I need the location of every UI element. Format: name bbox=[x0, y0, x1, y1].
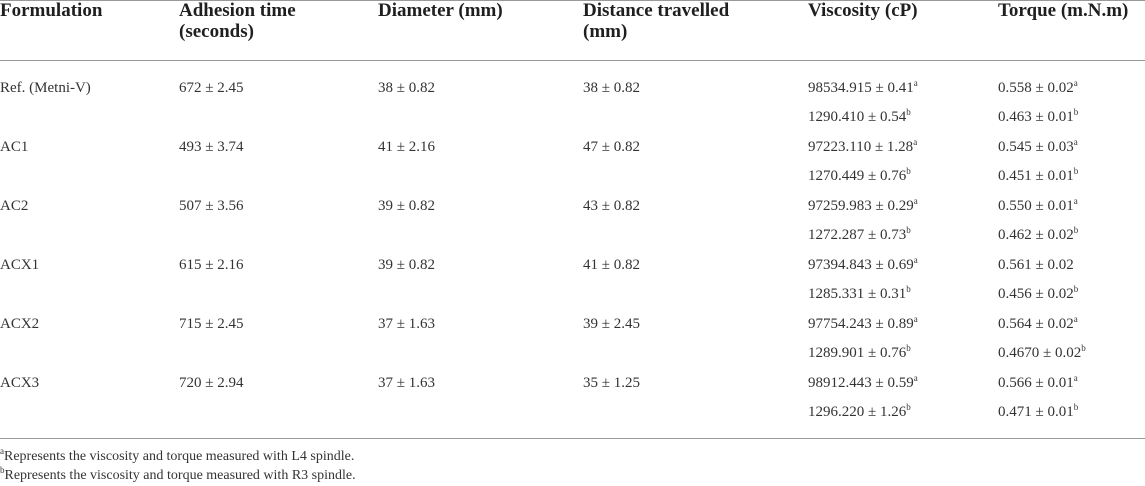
cell-viscosity: 98912.443 ± 0.59$^a$ bbox=[808, 373, 918, 391]
cell-distance-travelled: 41 ± 0.82 bbox=[583, 257, 640, 273]
cell-torque: 0.456 ± 0.02$^b$ bbox=[998, 284, 1079, 302]
cell-torque: 0.561 ± 0.02 bbox=[998, 257, 1074, 273]
cell-torque: 0.451 ± 0.01$^b$ bbox=[998, 166, 1079, 184]
cell-torque: 0.471 ± 0.01$^b$ bbox=[998, 402, 1079, 420]
cell-viscosity: 1296.220 ± 1.26$^b$ bbox=[808, 402, 911, 420]
cell-viscosity: 1289.901 ± 0.76$^b$ bbox=[808, 343, 911, 361]
cell-formulation: ACX1 bbox=[0, 257, 40, 273]
header-viscosity: Viscosity (cP) bbox=[808, 0, 918, 21]
cell-adhesion-time: 672 ± 2.45 bbox=[179, 80, 244, 96]
cell-torque: 0.558 ± 0.02$^a$ bbox=[998, 78, 1078, 96]
table-top-rule bbox=[0, 0, 1145, 1]
cell-distance-travelled: 47 ± 0.82 bbox=[583, 139, 640, 155]
cell-distance-travelled: 35 ± 1.25 bbox=[583, 375, 640, 391]
cell-viscosity: 97754.243 ± 0.89$^a$ bbox=[808, 314, 918, 332]
cell-formulation: Ref. (Metni-V) bbox=[0, 80, 91, 96]
table-bottom-rule bbox=[0, 438, 1145, 439]
footnote-b: $^b$Represents the viscosity and torque measured with R3 spindle. bbox=[0, 465, 356, 483]
cell-viscosity: 97394.843 ± 0.69$^a$ bbox=[808, 255, 918, 273]
footnote-a: $^a$Represents the viscosity and torque measured with L4 spindle. bbox=[0, 446, 355, 464]
cell-adhesion-time: 615 ± 2.16 bbox=[179, 257, 244, 273]
cell-torque: 0.550 ± 0.01$^a$ bbox=[998, 196, 1078, 214]
cell-adhesion-time: 720 ± 2.94 bbox=[179, 375, 244, 391]
cell-diameter: 37 ± 1.63 bbox=[378, 316, 435, 332]
cell-torque: 0.545 ± 0.03$^a$ bbox=[998, 137, 1078, 155]
cell-torque: 0.566 ± 0.01$^a$ bbox=[998, 373, 1078, 391]
cell-distance-travelled: 43 ± 0.82 bbox=[583, 198, 640, 214]
header-adhesion-time: Adhesion time (seconds) bbox=[179, 0, 296, 42]
cell-distance-travelled: 38 ± 0.82 bbox=[583, 80, 640, 96]
cell-diameter: 37 ± 1.63 bbox=[378, 375, 435, 391]
cell-torque: 0.564 ± 0.02$^a$ bbox=[998, 314, 1078, 332]
cell-adhesion-time: 507 ± 3.56 bbox=[179, 198, 244, 214]
cell-formulation: AC2 bbox=[0, 198, 29, 214]
cell-diameter: 41 ± 2.16 bbox=[378, 139, 435, 155]
cell-viscosity: 97223.110 ± 1.28$^a$ bbox=[808, 137, 918, 155]
cell-formulation: ACX2 bbox=[0, 316, 40, 332]
cell-viscosity: 97259.983 ± 0.29$^a$ bbox=[808, 196, 918, 214]
cell-diameter: 38 ± 0.82 bbox=[378, 80, 435, 96]
cell-diameter: 39 ± 0.82 bbox=[378, 257, 435, 273]
cell-viscosity: 1272.287 ± 0.73$^b$ bbox=[808, 225, 911, 243]
cell-torque: 0.463 ± 0.01$^b$ bbox=[998, 107, 1079, 125]
cell-torque: 0.462 ± 0.02$^b$ bbox=[998, 225, 1079, 243]
cell-viscosity: 1290.410 ± 0.54$^b$ bbox=[808, 107, 911, 125]
cell-torque: 0.4670 ± 0.02$^b$ bbox=[998, 343, 1086, 361]
header-torque: Torque (m.N.m) bbox=[998, 0, 1129, 21]
cell-formulation: ACX3 bbox=[0, 375, 40, 391]
header-formulation: Formulation bbox=[0, 0, 103, 21]
cell-adhesion-time: 715 ± 2.45 bbox=[179, 316, 244, 332]
cell-viscosity: 1270.449 ± 0.76$^b$ bbox=[808, 166, 911, 184]
header-distance-travelled: Distance travelled (mm) bbox=[583, 0, 730, 42]
cell-viscosity: 98534.915 ± 0.41$^a$ bbox=[808, 78, 918, 96]
cell-adhesion-time: 493 ± 3.74 bbox=[179, 139, 244, 155]
header-diameter: Diameter (mm) bbox=[378, 0, 503, 21]
header-rule bbox=[0, 60, 1145, 61]
cell-formulation: AC1 bbox=[0, 139, 29, 155]
cell-viscosity: 1285.331 ± 0.31$^b$ bbox=[808, 284, 911, 302]
cell-distance-travelled: 39 ± 2.45 bbox=[583, 316, 640, 332]
cell-diameter: 39 ± 0.82 bbox=[378, 198, 435, 214]
